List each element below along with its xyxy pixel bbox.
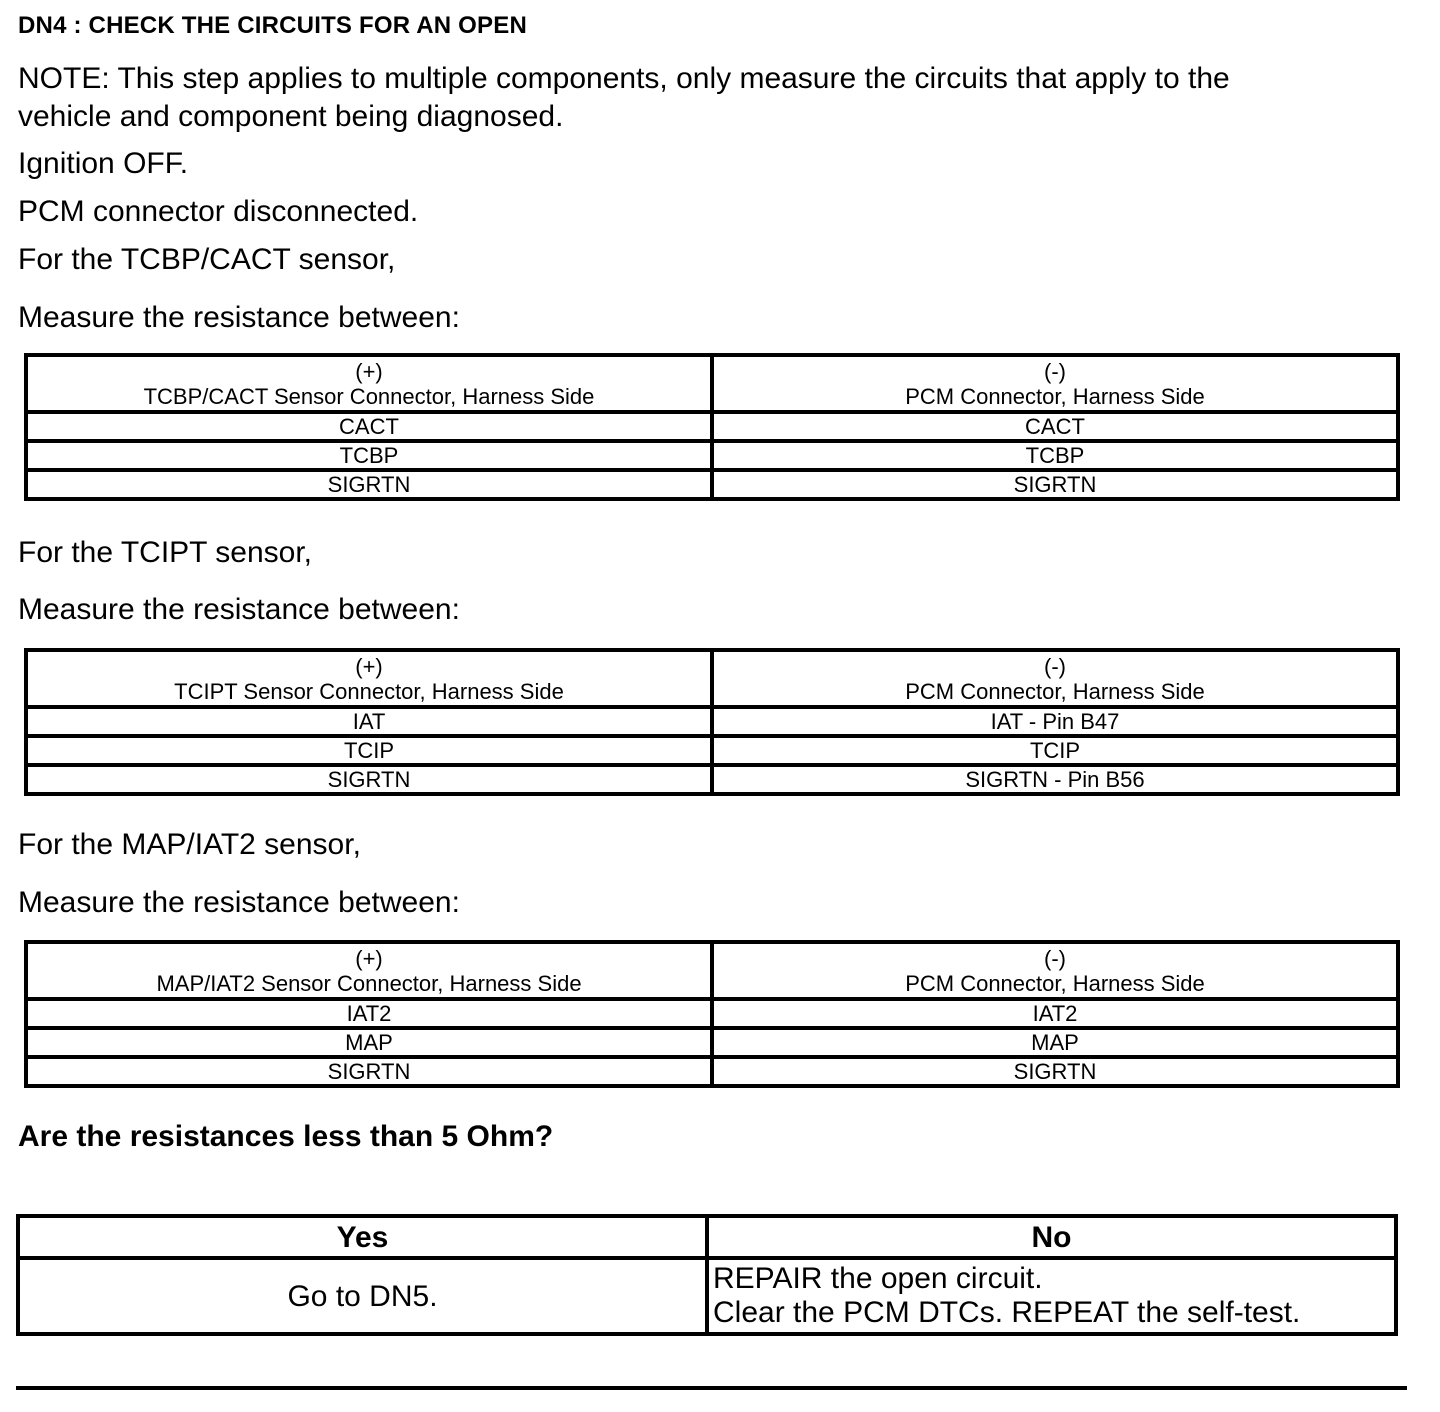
yes-action-cell: Go to DN5. [18, 1258, 707, 1334]
yes-header: Yes [18, 1216, 707, 1258]
positive-lead-header [26, 942, 712, 999]
no-action-line-2: Clear the PCM DTCs. REPEAT the self-test. [713, 1296, 1301, 1329]
no-header: No [707, 1216, 1396, 1258]
no-action-cell [707, 1258, 1396, 1334]
measurement-table-tcbp-cact [24, 353, 1400, 501]
negative-circuit-cell: CACT [712, 412, 1398, 441]
positive-sign: (+) [355, 653, 383, 679]
negative-circuit-cell: IAT2 [712, 999, 1398, 1028]
positive-circuit-cell: SIGRTN [26, 1057, 712, 1086]
table-row [26, 470, 1398, 499]
note-line-1: NOTE: This step applies to multiple components, only measure the circuits that apply to the [18, 62, 1230, 95]
section-3-measure: Measure the resistance between: [18, 886, 460, 919]
negative-sign: (-) [1044, 358, 1066, 384]
ignition-instruction: Ignition OFF. [18, 147, 189, 180]
positive-circuit-cell: TCBP [26, 441, 712, 470]
negative-circuit-cell: TCIP [712, 736, 1398, 765]
table-row [26, 1057, 1398, 1086]
positive-lead-header [26, 650, 712, 707]
section-2-intro: For the TCIPT sensor, [18, 536, 313, 569]
table-row [26, 441, 1398, 470]
positive-connector-label: TCBP/CACT Sensor Connector, Harness Side [143, 383, 595, 409]
section-3-intro: For the MAP/IAT2 sensor, [18, 828, 361, 861]
negative-sign: (-) [1044, 945, 1066, 971]
positive-sign: (+) [355, 945, 383, 971]
negative-connector-label: PCM Connector, Harness Side [905, 383, 1205, 409]
negative-sign: (-) [1044, 653, 1066, 679]
table-row [26, 736, 1398, 765]
pcm-disconnect-instruction: PCM connector disconnected. [18, 195, 419, 228]
table-row [26, 765, 1398, 794]
positive-circuit-cell: SIGRTN [26, 470, 712, 499]
step-title: DN4 : CHECK THE CIRCUITS FOR AN OPEN [18, 12, 527, 39]
positive-lead-header [26, 355, 712, 412]
negative-circuit-cell: IAT - Pin B47 [712, 707, 1398, 736]
positive-circuit-cell: MAP [26, 1028, 712, 1057]
table-row [26, 707, 1398, 736]
negative-lead-header [712, 355, 1398, 412]
note-line-2: vehicle and component being diagnosed. [18, 100, 564, 133]
measurement-table-tcipt [24, 648, 1400, 796]
table-row [26, 412, 1398, 441]
positive-circuit-cell: IAT [26, 707, 712, 736]
positive-circuit-cell: SIGRTN [26, 765, 712, 794]
section-1-measure: Measure the resistance between: [18, 301, 460, 334]
negative-connector-label: PCM Connector, Harness Side [905, 678, 1205, 704]
measurement-table-map-iat2 [24, 940, 1400, 1088]
positive-sign: (+) [355, 358, 383, 384]
no-action-line-1: REPAIR the open circuit. [713, 1262, 1043, 1295]
section-2-measure: Measure the resistance between: [18, 593, 460, 626]
table-row [26, 999, 1398, 1028]
positive-circuit-cell: TCIP [26, 736, 712, 765]
negative-circuit-cell: SIGRTN [712, 470, 1398, 499]
positive-circuit-cell: IAT2 [26, 999, 712, 1028]
yes-no-result-table [16, 1214, 1398, 1336]
resistance-question: Are the resistances less than 5 Ohm? [18, 1120, 554, 1153]
positive-connector-label: TCIPT Sensor Connector, Harness Side [174, 678, 564, 704]
negative-connector-label: PCM Connector, Harness Side [905, 970, 1205, 996]
section-1-intro: For the TCBP/CACT sensor, [18, 243, 396, 276]
positive-circuit-cell: CACT [26, 412, 712, 441]
bottom-divider [16, 1386, 1407, 1390]
negative-circuit-cell: SIGRTN - Pin B56 [712, 765, 1398, 794]
positive-connector-label: MAP/IAT2 Sensor Connector, Harness Side [156, 970, 582, 996]
negative-circuit-cell: SIGRTN [712, 1057, 1398, 1086]
negative-lead-header [712, 942, 1398, 999]
negative-lead-header [712, 650, 1398, 707]
table-row [26, 1028, 1398, 1057]
negative-circuit-cell: MAP [712, 1028, 1398, 1057]
negative-circuit-cell: TCBP [712, 441, 1398, 470]
